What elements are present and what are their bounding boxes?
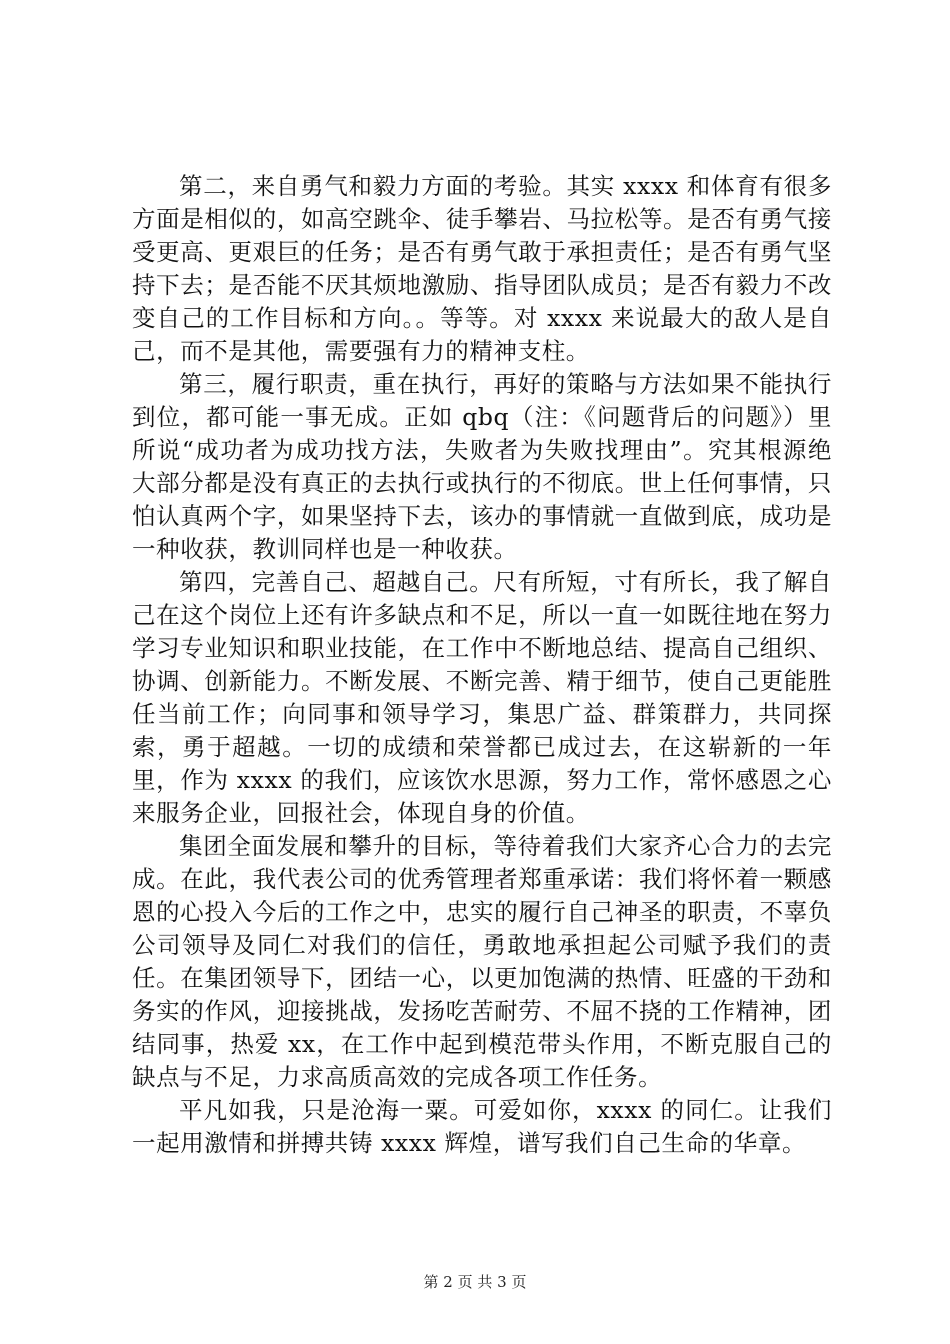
- paragraph-commitment: 集团全面发展和攀升的目标，等待着我们大家齐心合力的去完成。在此，我代表公司的优秀管理者郑重承诺：我们将怀着一颗感恩的心投入今后的工作之中，忠实的履行自己神圣的职责，不辜负公司领导及同仁对我们的信任，勇敢地承担起公司赋予我们的责任。在集团领导下，团结一心，以更加饱满的热情、旺盛的干劲和务实的作风，迎接挑战，发扬吃苦耐劳、不屈不挠的工作精神，团结同事，热爱 xx，在工作中起到模范带头作用，不断克服自己的缺点与不足，力求高质高效的完成各项工作任务。: [132, 832, 832, 1091]
- paragraph-courage: 第二，来自勇气和毅力方面的考验。其实 xxxx 和体育有很多方面是相似的，如高空跳伞、徒手攀岩、马拉松等。是否有勇气接受更高、更艰巨的任务；是否有勇气敢于承担责任；是否有勇气坚持下去；是否能不厌其烦地激励、指导团队成员；是否有毅力不改变自己的工作目标和方向。。等等。对 xxxx 来说最大的敌人是自己，而不是其他，需要强有力的精神支柱。: [132, 172, 832, 365]
- document-body: [132, 170, 832, 1160]
- paragraph-closing: 平凡如我，只是沧海一粟。可爱如你，xxxx 的同仁。让我们一起用激情和拼搏共铸 xxxx 辉煌，谱写我们自己生命的华章。: [132, 1096, 832, 1157]
- paragraph-execution: 第三，履行职责，重在执行，再好的策略与方法如果不能执行到位，都可能一事无成。正如 qbq（注：《问题背后的问题》）里所说“成功者为成功找方法，失败者为失败找理由”。究其根源绝大部分都是没有真正的去执行或执行的不彻底。世上任何事情，只怕认真两个字，如果坚持下去，该办的事情就一直做到底，成功是一种收获，教训同样也是一种收获。: [132, 370, 832, 563]
- page-footer: 第 2 页 共 3 页: [423, 1273, 527, 1291]
- paragraph-self-improvement: 第四，完善自己、超越自己。尺有所短，寸有所长，我了解自己在这个岗位上还有许多缺点和不足，所以一直一如既往地在努力学习专业知识和职业技能，在工作中不断地总结、提高自己组织、协调、创新能力。不断发展、不断完善、精于细节，使自己更能胜任当前工作；向同事和领导学习，集思广益、群策群力，共同探索，勇于超越。一切的成绩和荣誉都已成过去，在这崭新的一年里，作为 xxxx 的我们，应该饮水思源，努力工作，常怀感恩之心来服务企业，回报社会，体现自身的价值。: [132, 568, 832, 827]
